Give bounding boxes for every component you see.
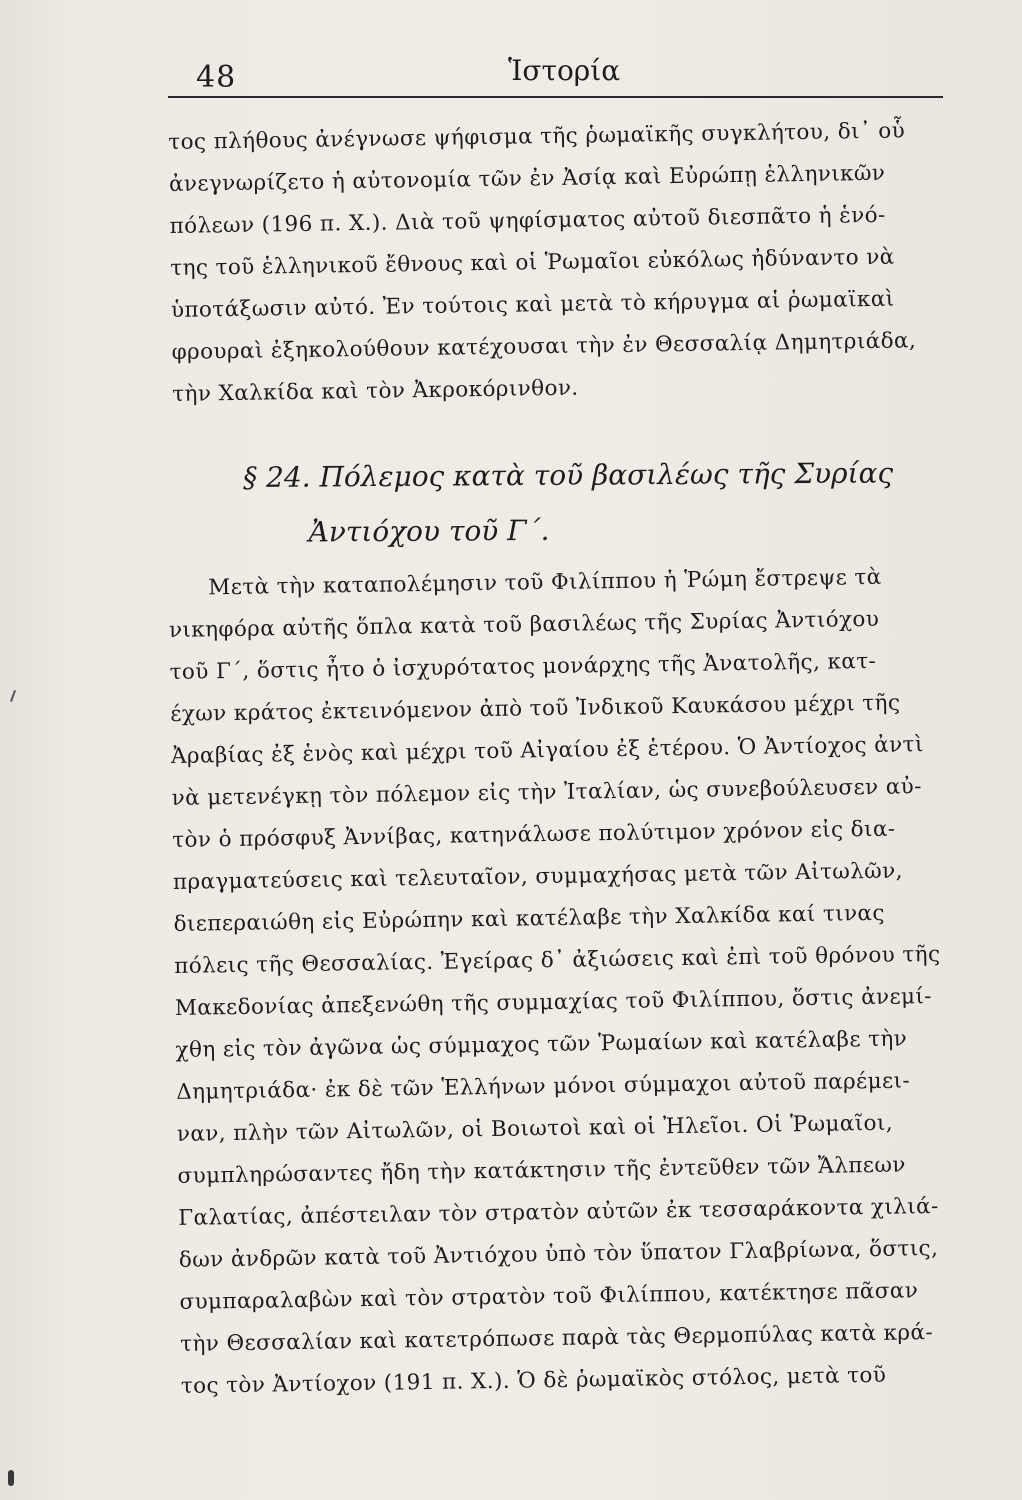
text-line: Ἀραβίας ἐξ ἑνὸς καὶ μέχρι τοῦ Αἰγαίου ἐξ ἑτέρου. Ὁ Ἀντίοχος ἀντὶ bbox=[170, 732, 924, 769]
text-line: δων ἀνδρῶν κατὰ τοῦ Ἀντιόχου ὑπὸ τὸν ὕπατον Γλαβρίωνα, ὅστις, bbox=[178, 1235, 939, 1273]
text-line: τὴν Χαλκίδα καὶ τὸν Ἀκροκόρινθον. bbox=[172, 375, 579, 407]
running-title: Ἱστορία bbox=[508, 54, 621, 87]
text-line: συμπληρώσαντες ἤδη τὴν κατάκτησιν τῆς ἐντεῦθεν τῶν Ἄλπεων bbox=[177, 1152, 906, 1189]
text-line: νὰ μετενέγκῃ τὸν πόλεμον εἰς τὴν Ἰταλίαν, ὡς συνεβούλευσεν αὐ- bbox=[171, 774, 922, 811]
text-line: πραγματεύσεις καὶ τελευταῖον, συμμαχήσας μετὰ τῶν Αἰτωλῶν, bbox=[172, 858, 904, 895]
text-line: τος πλήθους ἀνέγνωσε ψήφισμα τῆς ῥωμαϊκῆς συγκλήτου, δι᾽ οὗ bbox=[168, 118, 906, 155]
text-line: έχων κράτος ἐκτεινόμενον ἀπὸ τοῦ Ἰνδικοῦ Καυκάσου μέχρι τῆς bbox=[170, 690, 901, 727]
text-line: ὑποτάξωσιν αὐτό. Ἐν τούτοις καὶ μετὰ τὸ κήρυγμα αἱ ῥωμαϊκαὶ bbox=[170, 286, 895, 323]
margin-mark bbox=[10, 690, 16, 702]
paragraph-main bbox=[168, 555, 981, 1407]
section-heading-line-1: § 24. Πόλεμος κατὰ τοῦ βασιλέως τῆς Συρίας bbox=[243, 456, 894, 494]
section-heading bbox=[243, 445, 944, 560]
text-line: Μακεδονίας ἀπεξενώθη τῆς συμμαχίας τοῦ Φιλίππου, ὅστις ἀνεμί- bbox=[174, 984, 933, 1021]
text-line: τος τὸν Ἀντίοχον (191 π. Χ.). Ὁ δὲ ῥωμαϊκὸς στόλος, μετὰ τοῦ bbox=[180, 1362, 887, 1399]
text-line: τὸν ὁ πρόσφυξ Ἀννίβας, κατηνάλωσε πολύτιμον χρόνον εἰς δια- bbox=[172, 816, 896, 853]
text-line: ἀνεγνωρίζετο ἡ αὐτονομία τῶν ἐν Ἀσίᾳ καὶ Εὐρώπῃ ἑλληνικῶν bbox=[168, 160, 886, 197]
text-line: Μετὰ τὴν καταπολέμησιν τοῦ Φιλίππου ἡ Ῥώμη ἔστρεψε τὰ bbox=[208, 564, 882, 601]
text-line: πόλεων (196 π. Χ.). Διὰ τοῦ ψηφίσματος αὐτοῦ διεσπᾶτο ἡ ἑνό- bbox=[169, 202, 886, 239]
text-line: διεπεραιώθη εἰς Εὐρώπην καὶ κατέλαβε τὴν Χαλκίδα καί τινας bbox=[173, 900, 886, 937]
paragraph-continued bbox=[168, 109, 973, 416]
text-line: χθη εἰς τὸν ἀγῶνα ὡς σύμμαχος τῶν Ῥωμαίων καὶ κατέλαβε τὴν bbox=[175, 1026, 908, 1063]
text-line: τοῦ Γ΄, ὅστις ἦτο ὁ ἰσχυρότατος μονάρχης τῆς Ἀνατολῆς, κατ- bbox=[169, 648, 877, 685]
text-line: τὴν Θεσσαλίαν καὶ κατετρόπωσε παρὰ τὰς Θερμοπύλας κατὰ κρά- bbox=[180, 1320, 934, 1357]
text-line: φρουραὶ ἐξηκολούθουν κατέχουσαι τὴν ἐν Θεσσαλίᾳ Δημητριάδα, bbox=[171, 328, 917, 365]
text-line: νικηφόρα αὐτῆς ὅπλα κατὰ τοῦ βασιλέως τῆς Συρίας Ἀντιόχου bbox=[168, 606, 880, 643]
text-line: Γαλατίας, ἀπέστειλαν τὸν στρατὸν αὐτῶν ἐκ τεσσαράκοντα χιλιά- bbox=[178, 1193, 939, 1231]
text-line: της τοῦ ἑλληνικοῦ ἔθνους καὶ οἱ Ῥωμαῖοι εὐκόλως ἠδύναντο νὰ bbox=[170, 244, 895, 281]
page-number: 48 bbox=[196, 60, 237, 95]
text-line: συμπαραλαβὼν καὶ τὸν στρατὸν τοῦ Φιλίππου, κατέκτησε πᾶσαν bbox=[179, 1278, 919, 1315]
running-head bbox=[168, 52, 943, 102]
header-rule bbox=[168, 96, 943, 98]
text-line: ναν, πλὴν τῶν Αἰτωλῶν, οἱ Βοιωτοὶ καὶ οἱ Ἠλεῖοι. Οἱ Ῥωμαῖοι, bbox=[176, 1110, 894, 1147]
section-heading-line-2: Ἀντιόχου τοῦ Γ΄. bbox=[308, 513, 550, 549]
scan-mark bbox=[8, 1470, 14, 1486]
text-line: πόλεις τῆς Θεσσαλίας. Ἐγείρας δ᾽ ἀξιώσεις καὶ ἐπὶ τοῦ θρόνου τῆς bbox=[174, 941, 941, 979]
text-line: Δημητριάδα· ἐκ δὲ τῶν Ἑλλήνων μόνοι σύμμαχοι αὐτοῦ παρέμει- bbox=[176, 1068, 911, 1105]
